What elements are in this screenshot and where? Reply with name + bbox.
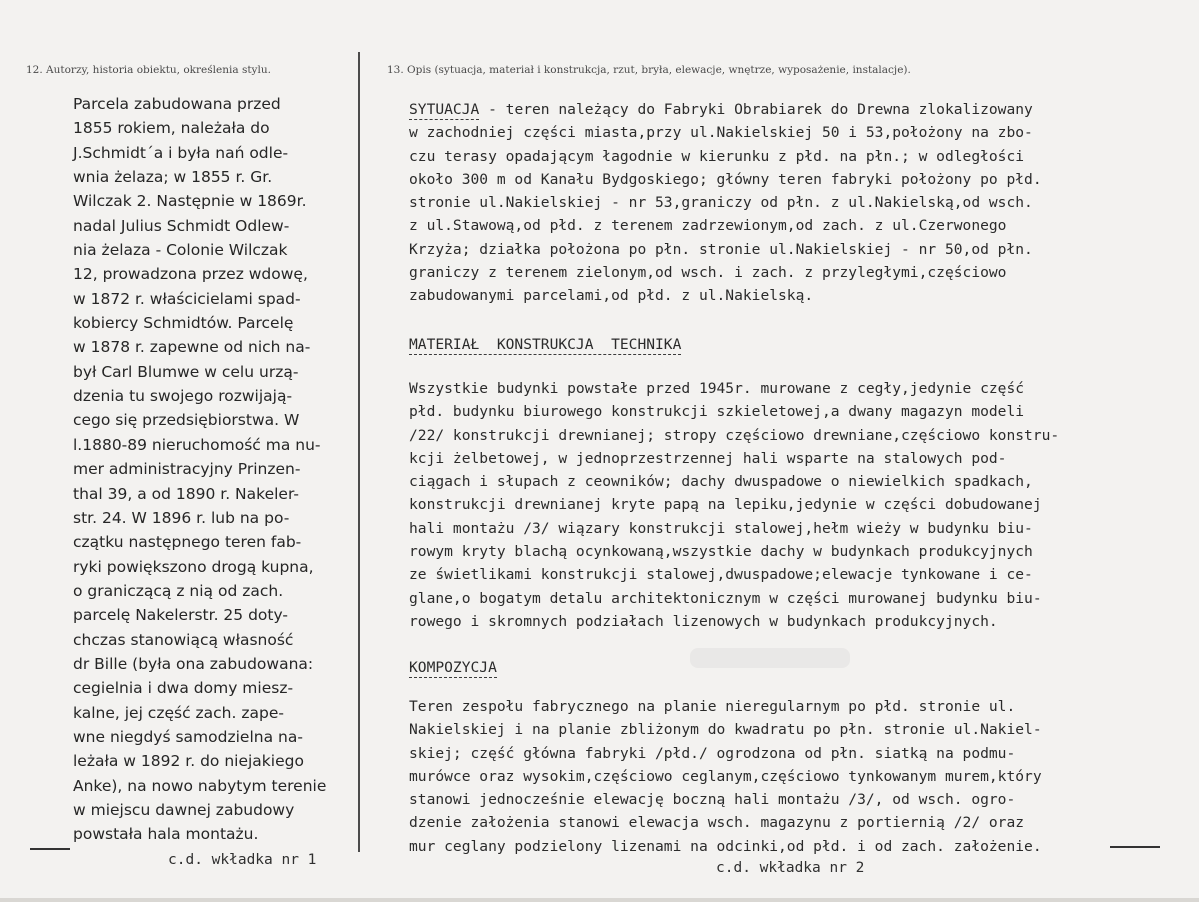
section-heading-kompozycja: KOMPOZYCJA [409, 659, 497, 676]
kompozycja-line: Nakielskiej i na planie zbliżonym do kwadratu po płn. stronie ul.Nakiel- [409, 721, 1042, 739]
footer-rule-right [1110, 846, 1160, 848]
history-line: czątku następnego teren fab- [73, 533, 302, 552]
history-text [73, 92, 358, 847]
right-column-header: 13. Opis (sytuacja, materiał i konstrukcja, rzut, bryła, elewacje, wnętrze, wyposażenie, instalacje). [387, 64, 911, 76]
kompozycja-line: skiej; część główna fabryki /płd./ ogrodzona od płn. siatką na podmu- [409, 744, 1016, 762]
history-line: 1855 rokiem, należała do [73, 119, 270, 138]
kompozycja-line: stanowi jednocześnie elewację boczną hali montażu /3/, od wsch. ogro- [409, 791, 1016, 809]
history-line: Wilczak 2. Następnie w 1869r. [73, 192, 307, 211]
history-line: nia żelaza - Colonie Wilczak [73, 241, 288, 260]
material-line: /22/ konstrukcji drewnianej; stropy częściowo drewniane,częściowo konstru- [409, 426, 1060, 444]
sytuacja-line: Krzyża; działka położona po płn. stronie ul.Nakielskiej - nr 50,od płn. [409, 240, 1033, 258]
kompozycja-line: dzenie założenia stanowi elewacja wsch. magazynu z portiernią /2/ oraz [409, 814, 1025, 832]
material-line: ze świetlikami konstrukcji stalowej,dwuspadowe;elewacje tynkowane i ce- [409, 566, 1033, 584]
left-column-header: 12. Autorzy, historia obiektu, określenia stylu. [26, 64, 271, 76]
section-kompozycja [409, 695, 1199, 858]
material-line: konstrukcji drewnianej kryte papą na lepiku,jedynie w części dobudowanej [409, 496, 1042, 514]
sytuacja-line: około 300 m od Kanału Bydgoskiego; główny teren fabryki położony po płd. [409, 170, 1042, 188]
history-line: dr Bille (była ona zabudowana: [73, 654, 314, 673]
history-line: w miejscu dawnej zabudowy [73, 800, 295, 819]
column-divider [358, 52, 360, 852]
section-kompozycja-heading [409, 656, 1199, 679]
sytuacja-line: czu terasy opadającym łagodnie w kierunku z płd. na płn.; w odległości [409, 147, 1025, 165]
history-line: thal 39, a od 1890 r. Nakeler- [73, 484, 299, 503]
kompozycja-line: Teren zespołu fabrycznego na planie nieregularnym po płd. stronie ul. [409, 698, 1016, 715]
history-line: Anke), na nowo nabytym terenie [73, 776, 327, 795]
sytuacja-line: z ul.Stawową,od płd. z terenem zadrzewionym,od zach. z ul.Czerwonego [409, 217, 1007, 235]
history-line: w 1872 r. właścicielami spad- [73, 289, 301, 308]
history-line: kalne, jej część zach. zape- [73, 703, 284, 722]
material-line: rowego i skromnych podziałach lizenowych w budynkach produkcyjnych. [409, 612, 998, 630]
material-line: glane,o bogatym detalu architektonicznym w części murowanej budynku biu- [409, 589, 1042, 607]
history-line: J.Schmidt´a i była nań odle- [73, 143, 289, 162]
history-line: cego się przedsiębiorstwa. W [73, 411, 300, 430]
sytuacja-line: zabudowanymi parcelami,od płd. z ul.Nakielską. [409, 287, 814, 305]
material-line: hali montażu /3/ wiązary konstrukcji stalowej,hełm wieży w budynku biu- [409, 519, 1033, 537]
history-line: o graniczącą z nią od zach. [73, 581, 284, 600]
history-line: był Carl Blumwe w celu urzą- [73, 362, 299, 381]
kompozycja-line: murówce oraz wysokim,częściowo ceglanym,częściowo tynkowanym murem,który [409, 767, 1042, 785]
history-line: nadal Julius Schmidt Odlew- [73, 216, 290, 235]
section-material-heading [409, 333, 1199, 356]
sytuacja-line: graniczy z terenem zielonym,od wsch. i zach. z przyległymi,częściowo [409, 264, 1007, 282]
history-line: mer administracyjny Prinzen- [73, 460, 301, 479]
sytuacja-line: w zachodniej części miasta,przy ul.Nakielskiej 50 i 53,położony na zbo- [409, 124, 1033, 142]
history-line: wne niegdyś samodzielna na- [73, 727, 303, 746]
history-line: chczas stanowiącą własność [73, 630, 294, 649]
history-line: powstała hala montażu. [73, 825, 259, 844]
history-line: 12, prowadzona przez wdowę, [73, 265, 308, 284]
history-line: w 1878 r. zapewne od nich na- [73, 338, 311, 357]
kompozycja-line: mur ceglany podzielony lizenami na odcinki,od płd. i od zach. założenie. [409, 837, 1042, 855]
section-sytuacja [409, 98, 1199, 308]
section-heading-sytuacja: SYTUACJA [409, 101, 480, 118]
section-heading-material: MATERIAŁ KONSTRUKCJA TECHNIKA [409, 336, 682, 353]
history-line: Parcela zabudowana przed [73, 95, 281, 113]
history-line: ryki powiększono drogą kupna, [73, 557, 314, 576]
history-line: l.1880-89 nieruchomość ma nu- [73, 435, 321, 454]
section-material [409, 377, 1199, 633]
sytuacja-line: stronie ul.Nakielskiej - nr 53,graniczy od płn. z ul.Nakielską,od wsch. [409, 194, 1033, 212]
history-line: wnia żelaza; w 1855 r. Gr. [73, 168, 273, 187]
material-line: rowym kryty blachą ocynkowaną,wszystkie dachy w budynkach produkcyjnych [409, 543, 1033, 561]
history-line: leżała w 1892 r. do niejakiego [73, 752, 304, 771]
material-line: kcji żelbetowej, w jednoprzestrzennej hali wsparte na stalowych pod- [409, 449, 1007, 467]
material-line: ciągach i słupach z ceowników; dachy dwuspadowe o niewielkich spadkach, [409, 473, 1033, 491]
footer-rule-left [30, 848, 70, 850]
history-line: kobiercy Schmidtów. Parcelę [73, 314, 294, 333]
sytuacja-line: - teren należący do Fabryki Obrabiarek do Drewna zlokalizowany [479, 101, 1033, 118]
history-line: cegielnia i dwa domy miesz- [73, 679, 294, 698]
page-edge [0, 898, 1199, 902]
history-line: parcelę Nakelerstr. 25 doty- [73, 606, 288, 625]
material-line: Wszystkie budynki powstałe przed 1945r. murowane z cegły,jedynie część [409, 380, 1025, 397]
left-continuation-note: c.d. wkładka nr 1 [168, 852, 317, 868]
history-line: dzenia tu swojego rozwijają- [73, 387, 293, 406]
right-continuation-note: c.d. wkładka nr 2 [716, 860, 865, 876]
history-line: str. 24. W 1896 r. lub na po- [73, 508, 290, 527]
material-line: płd. budynku biurowego konstrukcji szkieletowej,a dwany magazyn modeli [409, 403, 1025, 421]
